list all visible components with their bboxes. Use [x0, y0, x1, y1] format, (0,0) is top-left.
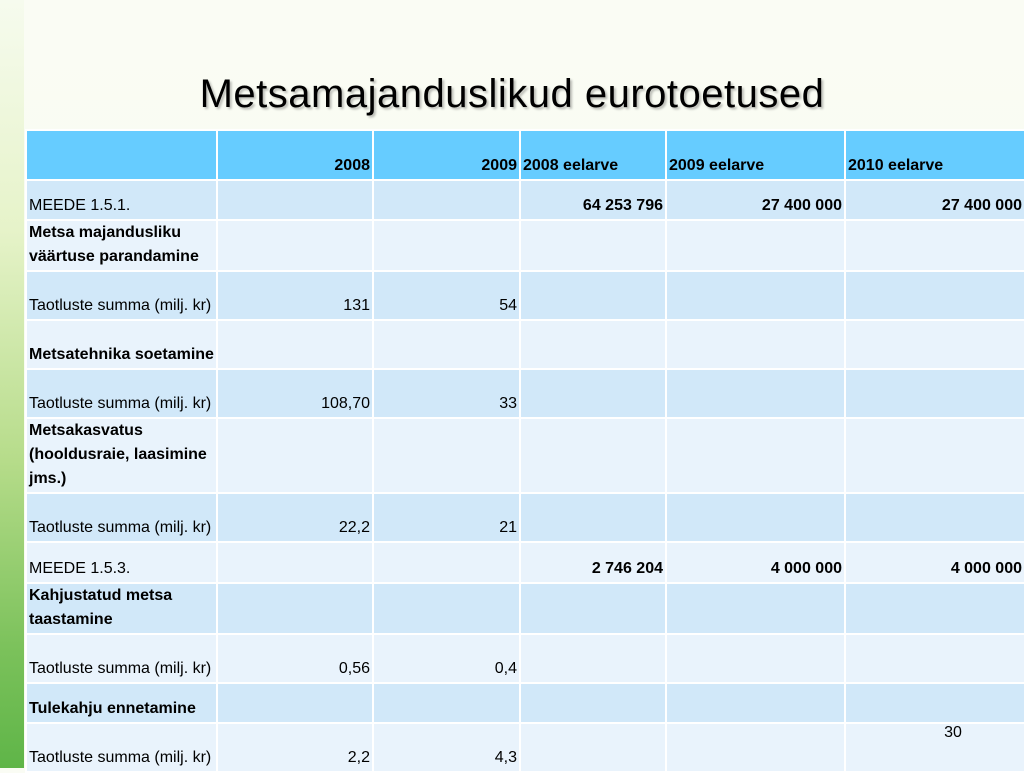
table-row — [26, 542, 1024, 583]
header-cell: 2008 — [217, 130, 373, 180]
table-cell — [666, 320, 845, 369]
table-cell — [520, 271, 666, 320]
table-cell — [666, 220, 845, 271]
table-row — [26, 493, 1024, 542]
table-cell — [845, 220, 1024, 271]
table-cell — [520, 220, 666, 271]
table-cell — [845, 583, 1024, 634]
table-cell: Metsa majandusliku väärtuse parandamine — [26, 220, 217, 271]
table-cell — [520, 723, 666, 772]
table-cell — [217, 220, 373, 271]
table-cell — [520, 418, 666, 493]
table-cell — [845, 320, 1024, 369]
table-cell: 64 253 796 — [520, 180, 666, 220]
table-cell — [217, 418, 373, 493]
table-cell — [666, 369, 845, 418]
table-cell: Tulekahju ennetamine — [26, 683, 217, 723]
table-cell: 0,4 — [373, 634, 520, 683]
table-row — [26, 320, 1024, 369]
table-cell — [373, 180, 520, 220]
table-cell: 27 400 000 — [666, 180, 845, 220]
table-cell: Taotluste summa (milj. kr) — [26, 723, 217, 772]
table-cell — [373, 320, 520, 369]
table-row — [26, 220, 1024, 271]
table-cell — [217, 542, 373, 583]
table-cell: Metsakasvatus (hooldusraie, laasimine jms.) — [26, 418, 217, 493]
table-row — [26, 723, 1024, 772]
table-cell — [666, 418, 845, 493]
table-cell: MEEDE 1.5.1. — [26, 180, 217, 220]
table-cell — [845, 723, 1024, 772]
table-cell: 0,56 — [217, 634, 373, 683]
table-cell — [520, 369, 666, 418]
table-cell — [520, 493, 666, 542]
table-cell: 2,2 — [217, 723, 373, 772]
table-header-row — [26, 130, 1024, 180]
table-cell: Taotluste summa (milj. kr) — [26, 634, 217, 683]
table-row — [26, 634, 1024, 683]
table-cell — [845, 683, 1024, 723]
table-cell — [520, 683, 666, 723]
table-cell: 131 — [217, 271, 373, 320]
table-cell: 108,70 — [217, 369, 373, 418]
table-cell — [666, 683, 845, 723]
table-cell — [373, 542, 520, 583]
header-cell: 2010 eelarve — [845, 130, 1024, 180]
table-cell — [845, 634, 1024, 683]
table-cell — [666, 271, 845, 320]
table-row — [26, 683, 1024, 723]
table-cell — [666, 583, 845, 634]
header-cell: 2009 — [373, 130, 520, 180]
table-cell: 4 000 000 — [845, 542, 1024, 583]
table-cell — [845, 369, 1024, 418]
header-cell — [26, 130, 217, 180]
table-row — [26, 418, 1024, 493]
header-cell: 2009 eelarve — [666, 130, 845, 180]
table-cell — [217, 320, 373, 369]
table-cell: 21 — [373, 493, 520, 542]
table-cell — [666, 723, 845, 772]
table-cell — [217, 180, 373, 220]
table-cell: Metsatehnika soetamine — [26, 320, 217, 369]
table-cell — [520, 320, 666, 369]
table-cell: MEEDE 1.5.3. — [26, 542, 217, 583]
table-row — [26, 369, 1024, 418]
table-cell — [373, 418, 520, 493]
slide-page-number: 30 — [940, 724, 966, 742]
table-cell: 22,2 — [217, 493, 373, 542]
table-row — [26, 180, 1024, 220]
table-cell — [666, 493, 845, 542]
table-cell: 54 — [373, 271, 520, 320]
table-cell — [373, 583, 520, 634]
table-cell — [845, 418, 1024, 493]
table-cell: 4,3 — [373, 723, 520, 772]
table-cell — [520, 634, 666, 683]
table-cell — [373, 683, 520, 723]
table-cell: 27 400 000 — [845, 180, 1024, 220]
table-cell — [666, 634, 845, 683]
table-cell: 33 — [373, 369, 520, 418]
table-cell — [217, 583, 373, 634]
funding-table — [25, 129, 1024, 773]
table-row — [26, 583, 1024, 634]
table-cell — [845, 271, 1024, 320]
table-row — [26, 271, 1024, 320]
table-cell — [217, 683, 373, 723]
slide-title: Metsamajanduslikud eurotoetused — [199, 72, 825, 116]
table-cell: 4 000 000 — [666, 542, 845, 583]
table-cell: 2 746 204 — [520, 542, 666, 583]
table-cell — [845, 493, 1024, 542]
table-cell — [373, 220, 520, 271]
header-cell: 2008 eelarve — [520, 130, 666, 180]
table-cell — [520, 583, 666, 634]
table-cell: Taotluste summa (milj. kr) — [26, 369, 217, 418]
table-cell: Kahjustatud metsa taastamine — [26, 583, 217, 634]
table-cell: Taotluste summa (milj. kr) — [26, 493, 217, 542]
table-cell: Taotluste summa (milj. kr) — [26, 271, 217, 320]
